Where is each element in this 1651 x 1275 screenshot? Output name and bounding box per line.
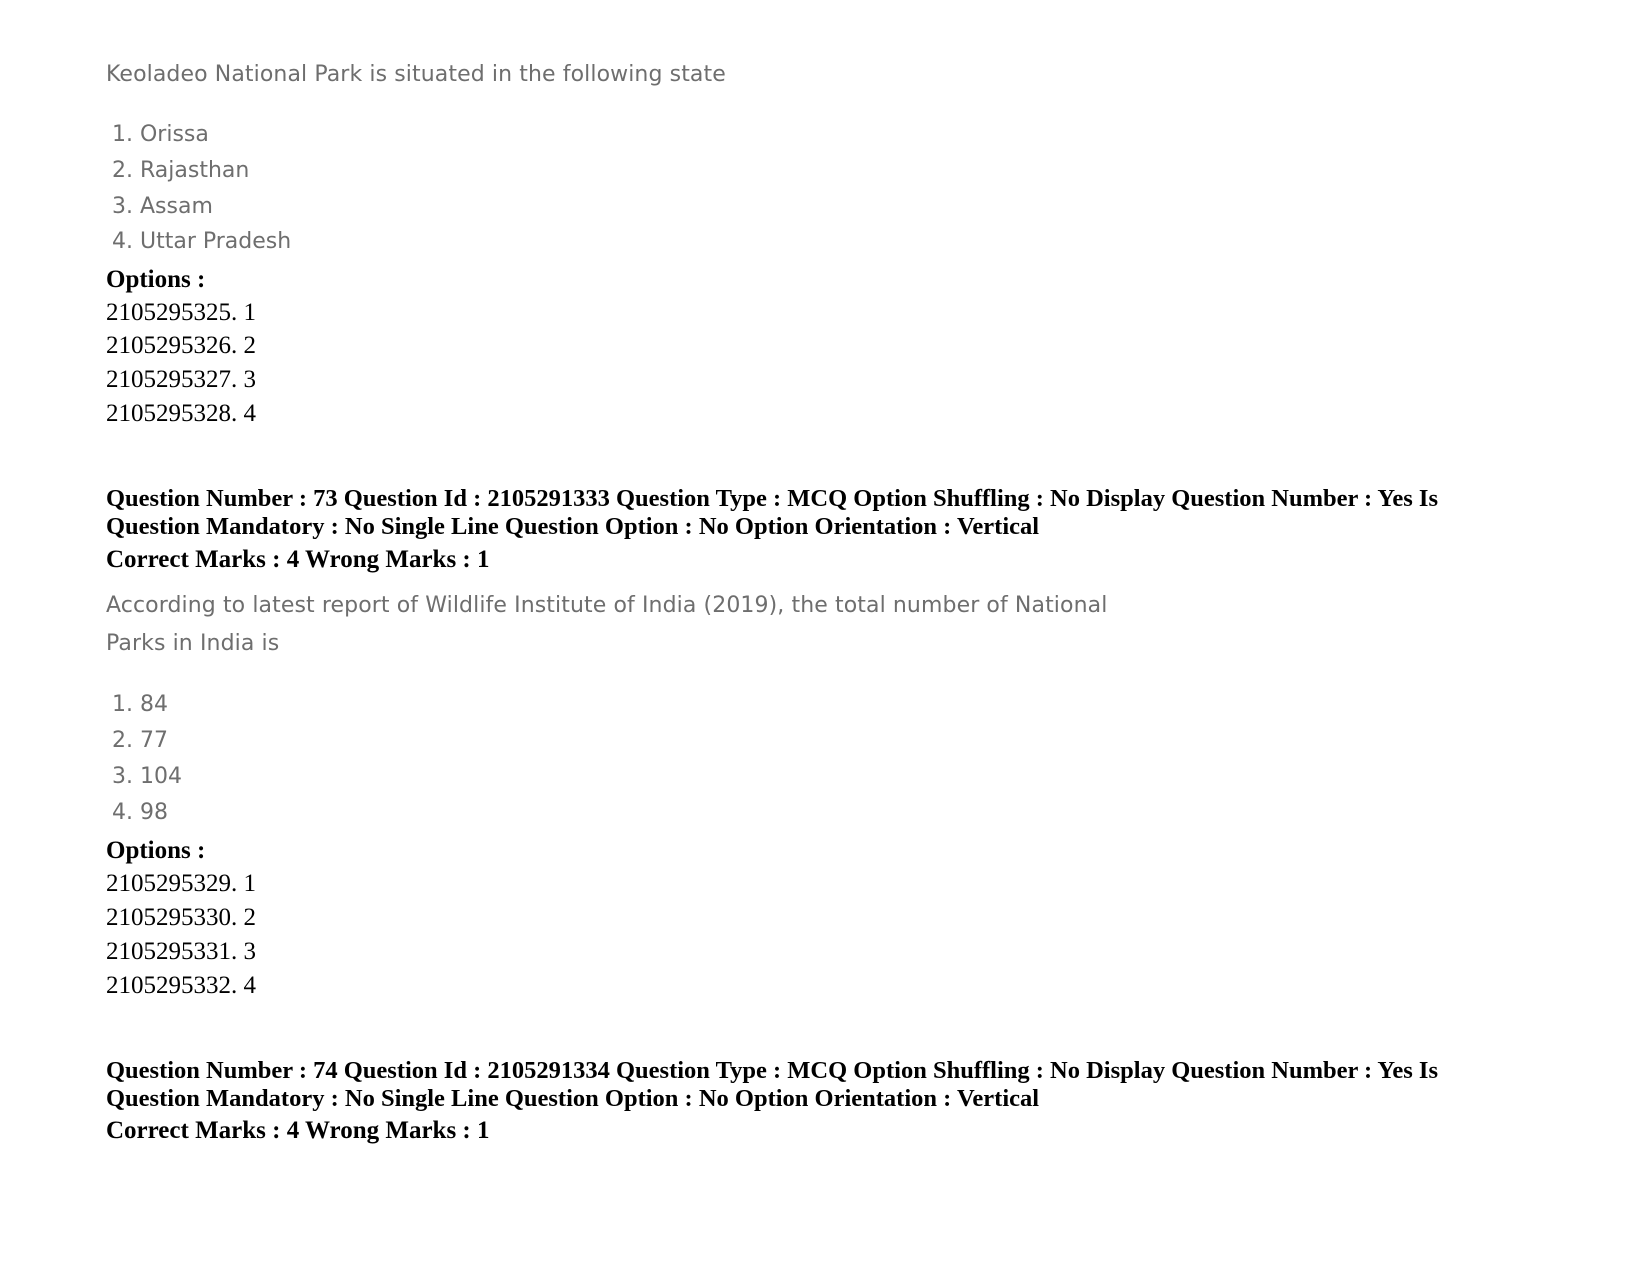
question-73-text-line-2: Parks in India is — [106, 631, 280, 656]
question-73-choice-1: 1. 84 — [112, 692, 168, 717]
question-72-option-1: 2105295325. 1 — [106, 299, 256, 326]
question-73-text-line-1: According to latest report of Wildlife Institute of India (2019), the total number of National — [106, 593, 1108, 618]
question-72-option-2: 2105295326. 2 — [106, 332, 256, 359]
question-73-meta — [106, 485, 1546, 541]
question-72-options-label: Options : — [106, 266, 206, 293]
question-73-option-1: 2105295329. 1 — [106, 870, 256, 897]
question-72-option-4: 2105295328. 4 — [106, 400, 256, 427]
question-74-meta-line-2: Question Mandatory : No Single Line Question Option : No Option Orientation : Vertical — [106, 1085, 1040, 1112]
question-73-marks: Correct Marks : 4 Wrong Marks : 1 — [106, 546, 490, 573]
question-73-meta-line-1: Question Number : 73 Question Id : 2105291333 Question Type : MCQ Option Shuffling : No Display Question Number : Yes Is — [106, 485, 1438, 512]
question-72-choice-4: 4. Uttar Pradesh — [112, 229, 292, 254]
question-72-option-3: 2105295327. 3 — [106, 366, 256, 393]
question-72-choice-3: 3. Assam — [112, 194, 213, 219]
question-73-option-2: 2105295330. 2 — [106, 904, 256, 931]
question-72-text: Keoladeo National Park is situated in the following state — [106, 62, 726, 87]
question-73-option-4: 2105295332. 4 — [106, 972, 256, 999]
question-73-choice-4: 4. 98 — [112, 800, 168, 825]
question-73-options-label: Options : — [106, 837, 206, 864]
question-74-meta — [106, 1057, 1546, 1113]
question-72-choice-1: 1. Orissa — [112, 122, 209, 147]
question-73-choice-3: 3. 104 — [112, 764, 182, 789]
question-73-choice-2: 2. 77 — [112, 728, 168, 753]
question-74-marks: Correct Marks : 4 Wrong Marks : 1 — [106, 1117, 490, 1144]
question-74-meta-line-1: Question Number : 74 Question Id : 2105291334 Question Type : MCQ Option Shuffling : No Display Question Number : Yes Is — [106, 1057, 1438, 1084]
question-72-choice-2: 2. Rajasthan — [112, 158, 250, 183]
question-73-meta-line-2: Question Mandatory : No Single Line Question Option : No Option Orientation : Vertical — [106, 513, 1040, 540]
question-73-option-3: 2105295331. 3 — [106, 938, 256, 965]
